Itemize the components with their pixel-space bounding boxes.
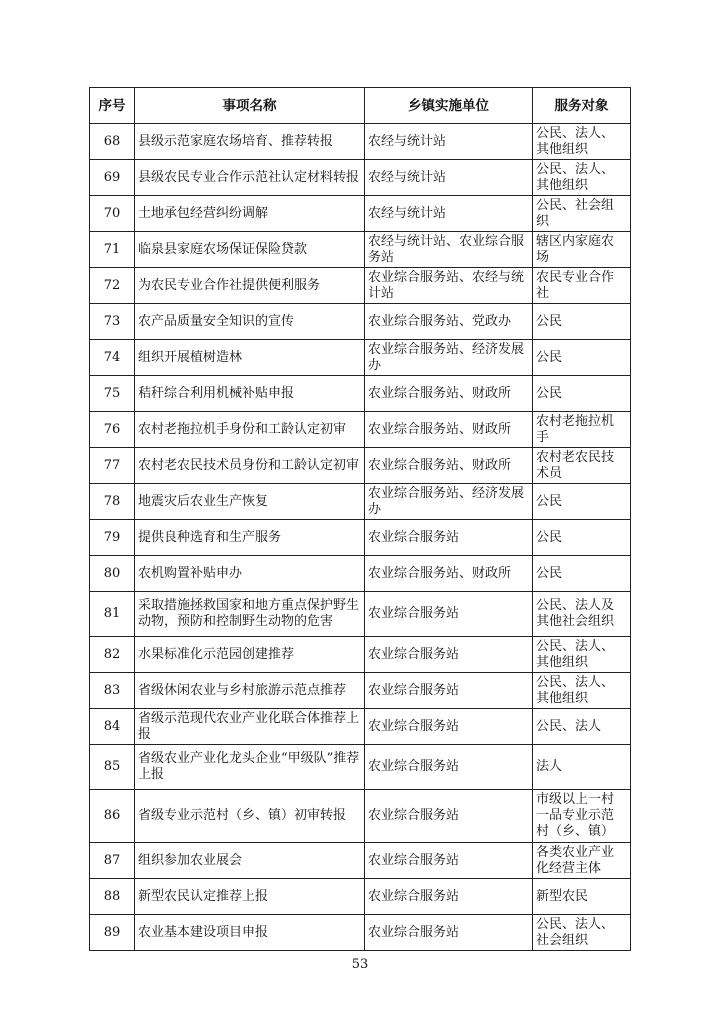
row-implementing-unit: 农业综合服务站 [365, 673, 533, 709]
row-implementing-unit: 农业综合服务站、经济发展 办 [365, 340, 533, 376]
row-implementing-unit: 农业综合服务站 [365, 745, 533, 790]
row-service-target: 各类农业产业 化经营主体 [533, 843, 631, 879]
row-service-target: 公民、法人、 社会组织 [533, 915, 631, 951]
row-serial-number: 82 [90, 637, 135, 673]
row-implementing-unit: 农业综合服务站 [365, 790, 533, 843]
row-item-name: 地震灾后农业生产恢复 [135, 484, 365, 520]
row-implementing-unit: 农业综合服务站、经济发展 办 [365, 484, 533, 520]
row-implementing-unit: 农业综合服务站、财政所 [365, 448, 533, 484]
row-item-name: 组织参加农业展会 [135, 843, 365, 879]
row-service-target: 新型农民 [533, 879, 631, 915]
row-service-target: 公民、社会组 织 [533, 196, 631, 232]
row-implementing-unit: 农业综合服务站 [365, 709, 533, 745]
row-item-name: 农村老拖拉机手身份和工龄认定初审 [135, 412, 365, 448]
table-row [90, 304, 631, 340]
row-implementing-unit: 农业综合服务站 [365, 843, 533, 879]
table-row [90, 448, 631, 484]
row-serial-number: 76 [90, 412, 135, 448]
row-service-target: 农村老农民技 术员 [533, 448, 631, 484]
table-header-row [90, 88, 631, 124]
row-serial-number: 74 [90, 340, 135, 376]
row-serial-number: 87 [90, 843, 135, 879]
table-row [90, 340, 631, 376]
row-item-name: 农机购置补贴申办 [135, 556, 365, 592]
row-service-target: 公民、法人 [533, 709, 631, 745]
table-row [90, 879, 631, 915]
service-items-table [89, 87, 631, 951]
row-service-target: 公民、法人、 其他组织 [533, 124, 631, 160]
row-serial-number: 69 [90, 160, 135, 196]
row-serial-number: 75 [90, 376, 135, 412]
row-serial-number: 85 [90, 745, 135, 790]
row-serial-number: 79 [90, 520, 135, 556]
row-item-name: 土地承包经营纠纷调解 [135, 196, 365, 232]
row-item-name: 采取措施拯救国家和地方重点保护野生动物，预防和控制野生动物的危害 [135, 592, 365, 637]
row-implementing-unit: 农业综合服务站 [365, 879, 533, 915]
row-item-name: 农业基本建设项目申报 [135, 915, 365, 951]
row-service-target: 公民 [533, 520, 631, 556]
table-row [90, 843, 631, 879]
row-implementing-unit: 农经与统计站、农业综合服 务站 [365, 232, 533, 268]
row-item-name: 农村老农民技术员身份和工龄认定初审 [135, 448, 365, 484]
row-implementing-unit: 农经与统计站 [365, 196, 533, 232]
row-implementing-unit: 农业综合服务站 [365, 520, 533, 556]
row-service-target: 市级以上一村 一品专业示范 村（乡、镇） [533, 790, 631, 843]
row-service-target: 法人 [533, 745, 631, 790]
table-body [90, 124, 631, 951]
table-row [90, 745, 631, 790]
row-serial-number: 89 [90, 915, 135, 951]
row-item-name: 县级示范家庭农场培育、推荐转报 [135, 124, 365, 160]
row-item-name: 省级休闲农业与乡村旅游示范点推荐 [135, 673, 365, 709]
row-serial-number: 77 [90, 448, 135, 484]
row-serial-number: 86 [90, 790, 135, 843]
row-item-name: 提供良种选育和生产服务 [135, 520, 365, 556]
row-implementing-unit: 农业综合服务站、党政办 [365, 304, 533, 340]
row-serial-number: 78 [90, 484, 135, 520]
header-item-name: 事项名称 [135, 88, 365, 124]
header-service-target: 服务对象 [533, 88, 631, 124]
row-item-name: 为农民专业合作社提供便利服务 [135, 268, 365, 304]
row-service-target: 公民、法人、 其他组织 [533, 673, 631, 709]
row-service-target: 公民 [533, 340, 631, 376]
table-row [90, 232, 631, 268]
row-service-target: 公民 [533, 484, 631, 520]
table-row [90, 790, 631, 843]
table-row [90, 673, 631, 709]
page-number: 53 [351, 957, 369, 972]
table-row [90, 556, 631, 592]
table-row [90, 592, 631, 637]
table-row [90, 196, 631, 232]
row-serial-number: 88 [90, 879, 135, 915]
row-item-name: 省级示范现代农业产业化联合体推荐上报 [135, 709, 365, 745]
row-serial-number: 84 [90, 709, 135, 745]
row-item-name: 水果标准化示范园创建推荐 [135, 637, 365, 673]
row-item-name: 临泉县家庭农场保证保险贷款 [135, 232, 365, 268]
row-serial-number: 68 [90, 124, 135, 160]
table-row [90, 268, 631, 304]
row-item-name: 秸秆综合利用机械补贴申报 [135, 376, 365, 412]
row-serial-number: 83 [90, 673, 135, 709]
row-implementing-unit: 农业综合服务站、财政所 [365, 556, 533, 592]
table-row [90, 915, 631, 951]
row-implementing-unit: 农业综合服务站、财政所 [365, 376, 533, 412]
row-implementing-unit: 农业综合服务站 [365, 637, 533, 673]
table-row [90, 412, 631, 448]
row-implementing-unit: 农经与统计站 [365, 160, 533, 196]
row-item-name: 农产品质量安全知识的宣传 [135, 304, 365, 340]
row-service-target: 农村老拖拉机 手 [533, 412, 631, 448]
table-row [90, 520, 631, 556]
row-service-target: 公民、法人、 其他组织 [533, 160, 631, 196]
table-row [90, 637, 631, 673]
row-serial-number: 80 [90, 556, 135, 592]
row-service-target: 公民 [533, 376, 631, 412]
row-serial-number: 71 [90, 232, 135, 268]
row-item-name: 组织开展植树造林 [135, 340, 365, 376]
table-row [90, 160, 631, 196]
row-implementing-unit: 农业综合服务站、农经与统 计站 [365, 268, 533, 304]
row-service-target: 公民、法人、 其他组织 [533, 637, 631, 673]
row-serial-number: 73 [90, 304, 135, 340]
row-serial-number: 70 [90, 196, 135, 232]
row-item-name: 省级农业产业化龙头企业“甲级队”推荐上报 [135, 745, 365, 790]
row-service-target: 公民 [533, 556, 631, 592]
header-implementing-unit: 乡镇实施单位 [365, 88, 533, 124]
row-item-name: 新型农民认定推荐上报 [135, 879, 365, 915]
row-item-name: 县级农民专业合作示范社认定材料转报 [135, 160, 365, 196]
row-item-name: 省级专业示范村（乡、镇）初审转报 [135, 790, 365, 843]
row-serial-number: 72 [90, 268, 135, 304]
row-implementing-unit: 农业综合服务站 [365, 592, 533, 637]
row-implementing-unit: 农业综合服务站、财政所 [365, 412, 533, 448]
row-implementing-unit: 农业综合服务站 [365, 915, 533, 951]
row-service-target: 公民 [533, 304, 631, 340]
table-row [90, 484, 631, 520]
header-serial-number: 序号 [90, 88, 135, 124]
row-implementing-unit: 农经与统计站 [365, 124, 533, 160]
row-service-target: 公民、法人及 其他社会组织 [533, 592, 631, 637]
table-row [90, 376, 631, 412]
row-service-target: 农民专业合作 社 [533, 268, 631, 304]
row-service-target: 辖区内家庭农 场 [533, 232, 631, 268]
table-row [90, 709, 631, 745]
table-row [90, 124, 631, 160]
row-serial-number: 81 [90, 592, 135, 637]
